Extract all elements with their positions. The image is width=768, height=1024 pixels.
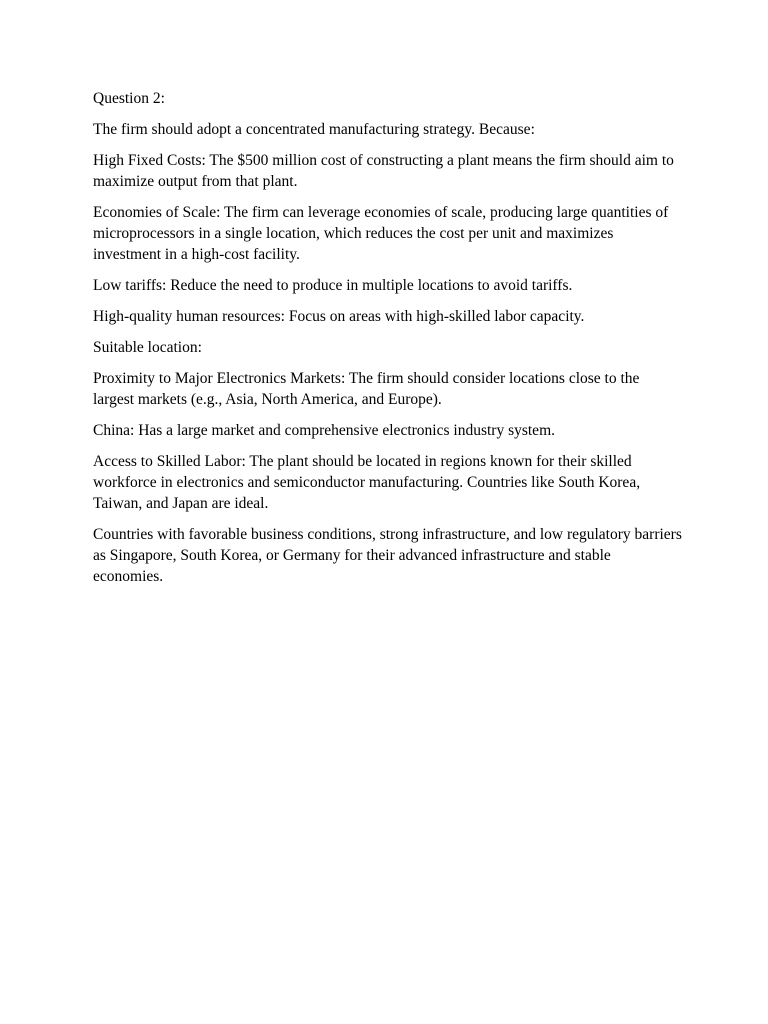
suitable-location-heading: Suitable location: xyxy=(93,339,202,356)
paragraph-proximity-markets: Proximity to Major Electronics Markets: The firm should consider locations close to the largest markets (e.g., Asia, North America, and Europe). xyxy=(93,370,640,408)
document-body xyxy=(93,88,683,597)
paragraph-high-fixed-costs: High Fixed Costs: The $500 million cost of constructing a plant means the firm should aim to maximize output from that plant. xyxy=(93,152,674,190)
paragraph-skilled-labor: Access to Skilled Labor: The plant should be located in regions known for their skilled workforce in electronics and semiconductor manufacturing. Countries like South Korea, Taiwan, and Japan are ideal. xyxy=(93,453,641,512)
paragraph-economies-of-scale: Economies of Scale: The firm can leverage economies of scale, producing large quantities of microprocessors in a single location, which reduces the cost per unit and maximizes investment in a high-cost facility. xyxy=(93,204,669,263)
strategy-statement: The firm should adopt a concentrated manufacturing strategy. Because: xyxy=(93,121,535,138)
paragraph-china: China: Has a large market and comprehensive electronics industry system. xyxy=(93,422,555,439)
paragraph-human-resources: High-quality human resources: Focus on areas with high-skilled labor capacity. xyxy=(93,308,585,325)
paragraph-low-tariffs: Low tariffs: Reduce the need to produce in multiple locations to avoid tariffs. xyxy=(93,277,573,294)
paragraph-business-conditions: Countries with favorable business conditions, strong infrastructure, and low regulatory barriers as Singapore, South Korea, or Germany for their advanced infrastructure and stable economies. xyxy=(93,526,682,585)
question-heading: Question 2: xyxy=(93,90,165,107)
